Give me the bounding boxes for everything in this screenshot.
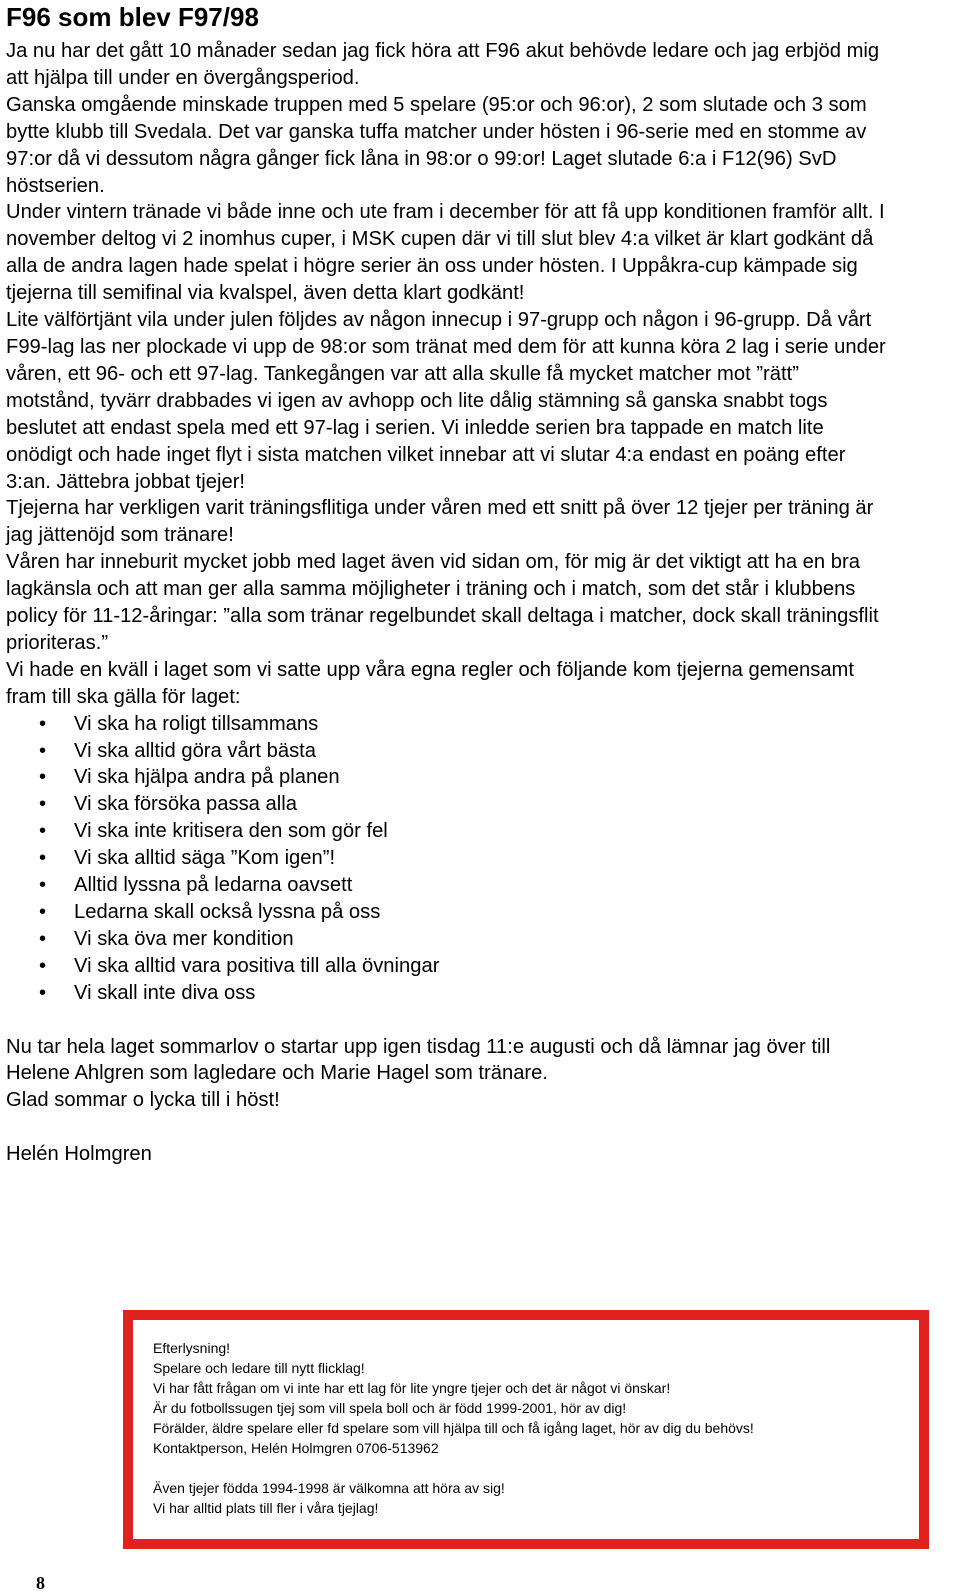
list-item: • Vi ska alltid göra vårt bästa	[6, 738, 886, 765]
list-item: • Vi ska alltid vara positiva till alla övningar	[6, 953, 886, 980]
notice-text	[153, 1338, 923, 1518]
list-item: • Vi ska öva mer kondition	[6, 926, 886, 953]
list-item: • Vi ska inte kritisera den som gör fel	[6, 818, 886, 845]
notice-line: Efterlysning!	[153, 1340, 231, 1356]
closing-greeting: Glad sommar o lycka till i höst!	[6, 1089, 280, 1112]
notice-line: Vi har alltid plats till fler i våra tjejlag!	[153, 1500, 379, 1516]
signature: Helén Holmgren	[6, 1143, 152, 1166]
list-item: • Ledarna skall också lyssna på oss	[6, 899, 886, 926]
paragraph: Tjejerna har verkligen varit träningsflitiga under våren med ett snitt på över 12 tjejer per träning är jag jättenöjd som tränare!	[6, 497, 874, 547]
notice-spacer	[153, 1458, 923, 1478]
list-item: • Vi ska försöka passa alla	[6, 791, 886, 818]
list-item: • Vi ska hjälpa andra på planen	[6, 764, 886, 791]
article-title: F96 som blev F97/98	[6, 2, 259, 32]
notice-line: Vi har fått frågan om vi inte har ett lag för lite yngre tjejer och det är något vi önskar!	[153, 1380, 671, 1396]
paragraph: Ja nu har det gått 10 månader sedan jag fick höra att F96 akut behövde ledare och jag erbjöd mig att hjälpa till under en övergångsperiod.	[6, 40, 880, 89]
notice-line: Även tjejer födda 1994-1998 är välkomna att höra av sig!	[153, 1480, 505, 1496]
list-item: • Vi ska ha roligt tillsammans	[6, 711, 886, 738]
paragraph: Vi hade en kväll i laget som vi satte upp våra egna regler och följande kom tjejerna gemensamt fram till ska gälla för laget:	[6, 658, 854, 708]
closing-paragraph: Nu tar hela laget sommarlov o startar upp igen tisdag 11:e augusti och då lämnar jag över till Helene Ahlgren som lagledare och Marie Hagel som tränare.	[6, 1035, 831, 1085]
list-item: • Vi ska alltid säga ”Kom igen”!	[6, 845, 886, 872]
article-body	[6, 38, 886, 1168]
team-rules-list	[6, 711, 886, 1007]
recruitment-notice-box	[123, 1310, 929, 1549]
paragraph: Ganska omgående minskade truppen med 5 spelare (95:or och 96:or), 2 som slutade och 3 som bytte klubb till Svedala. Det var ganska tuffa matcher under hösten i 96-serie med en stomme av 97:or då vi dessutom några gånger fick låna in 98:or o 99:or! Laget slutade 6:a i F12(96) SvD höstserien.	[6, 93, 867, 197]
spacer	[6, 1114, 886, 1141]
notice-line: Spelare och ledare till nytt flicklag!	[153, 1360, 365, 1376]
paragraph: Lite välförtjänt vila under julen följdes av någon innecup i 97-grupp och någon i 96-grupp. Då vårt F99-lag las ner plockade vi upp de 98:or som tränat med dem för att kunna köra 2 lag i serie under våren, ett 96- och ett 97-lag. Tankegången var att alla skulle få mycket matcher mot ”rätt” motstånd, tyvärr drabbades vi igen av avhopp och lite dålig stämning så ganska snabbt togs beslutet att endast spela med ett 97-lag i serien. Vi inledde serien bra tappade en match lite onödigt och hade inget flyt i sista matchen vilket innebar att vi slutar 4:a endast en poäng efter 3:an. Jättebra jobbat tjejer!	[6, 309, 886, 493]
spacer	[6, 1007, 886, 1034]
paragraph: Under vintern tränade vi både inne och ute fram i december för att få upp konditionen framför allt. I november deltog vi 2 inomhus cuper, i MSK cupen där vi till slut blev 4:a vilket är klart godkänt då alla de andra lagen hade spelat i högre serier än oss under hösten. I Uppåkra-cup kämpade sig tjejerna till semifinal via kvalspel, även detta klart godkänt!	[6, 201, 885, 305]
notice-line: Förälder, äldre spelare eller fd spelare som vill hjälpa till och få igång laget, hör av dig du behövs!	[153, 1420, 754, 1436]
list-item: • Vi skall inte diva oss	[6, 980, 886, 1007]
list-item: • Alltid lyssna på ledarna oavsett	[6, 872, 886, 899]
paragraph: Våren har inneburit mycket jobb med laget även vid sidan om, för mig är det viktigt att ha en bra lagkänsla och att man ger alla samma möjligheter i träning och i match, som det står i klubbens policy för 11-12-åringar: ”alla som tränar regelbundet skall deltaga i matcher, dock skall träningsflit prioriteras.”	[6, 551, 879, 654]
notice-line: Kontaktperson, Helén Holmgren 0706-513962	[153, 1440, 439, 1456]
page-number: 8	[36, 1573, 45, 1593]
notice-line: Är du fotbollssugen tjej som vill spela boll och är född 1999-2001, hör av dig!	[153, 1400, 627, 1416]
